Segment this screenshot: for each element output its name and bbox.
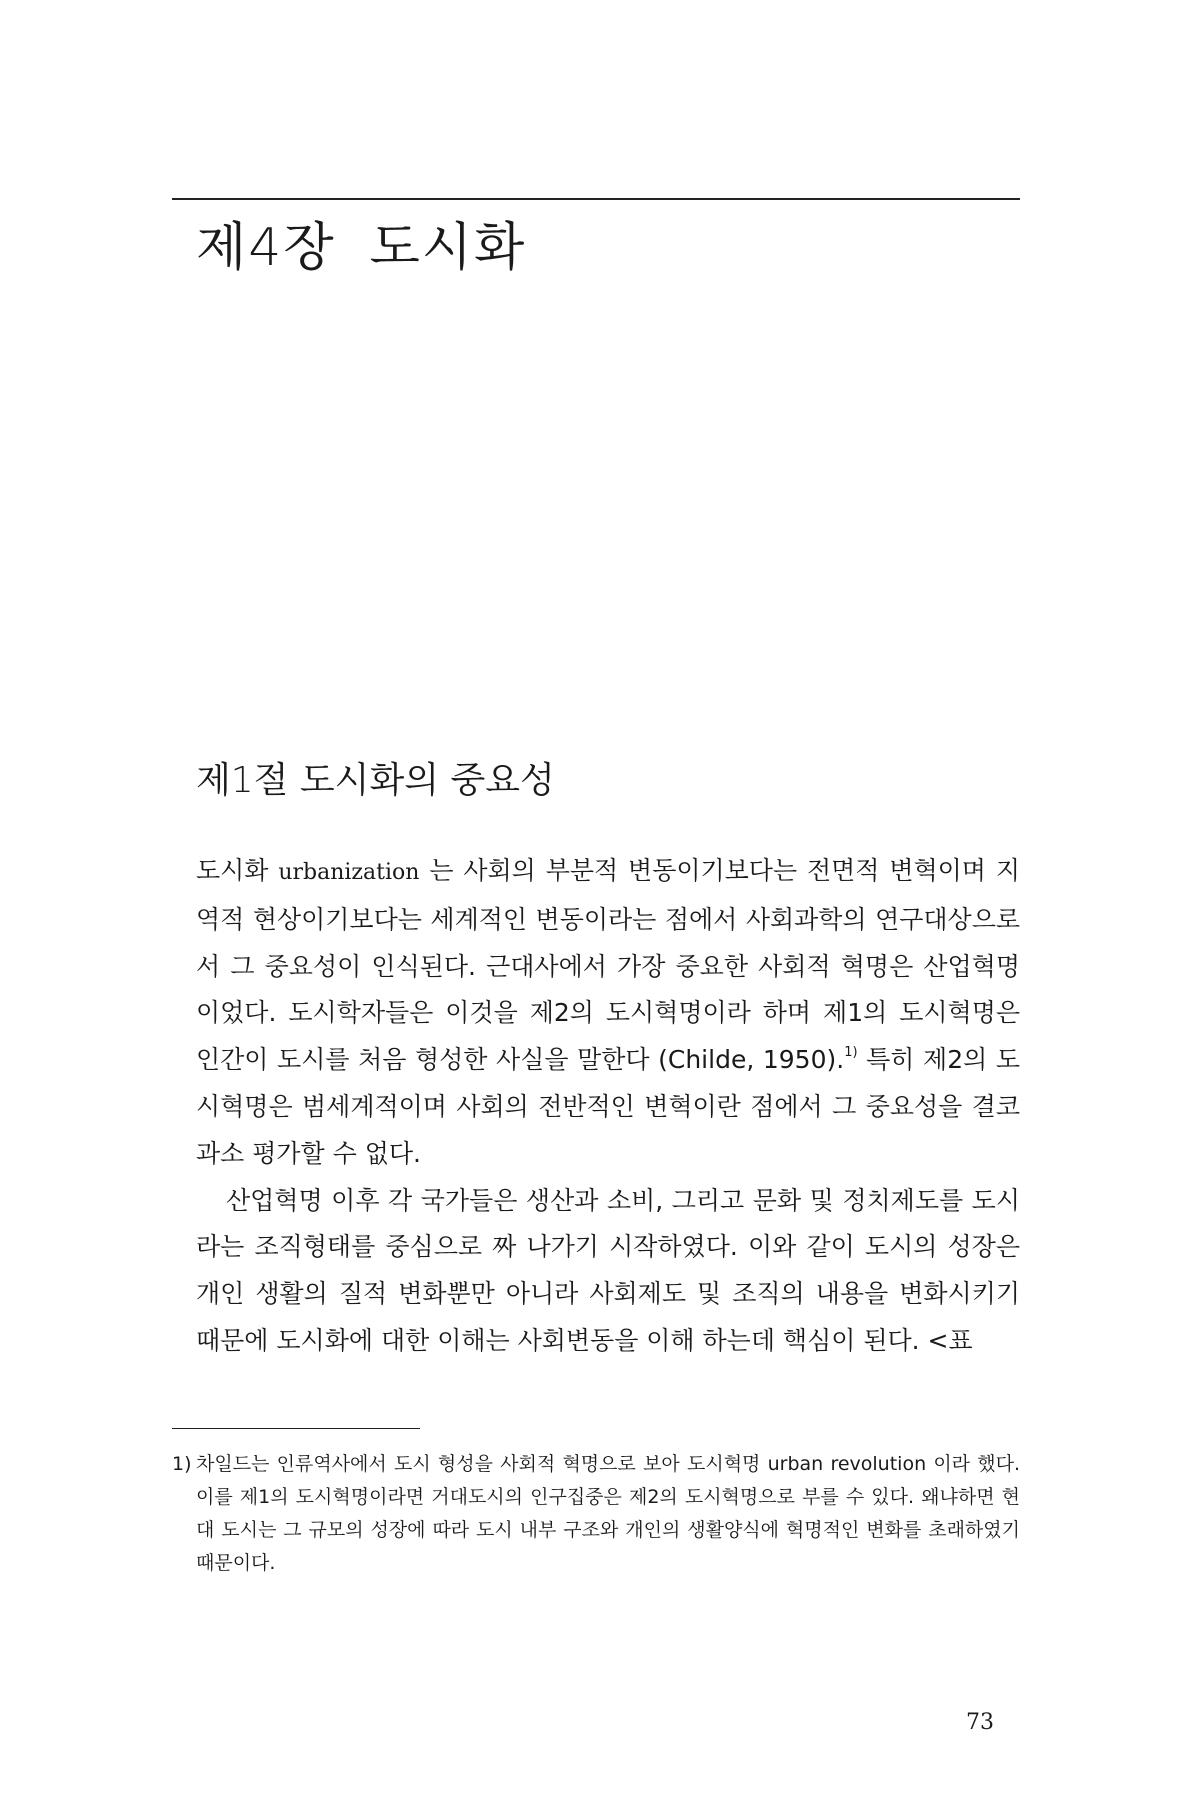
chapter-number: 제4장	[196, 218, 336, 278]
chapter-name: 도시화	[369, 218, 527, 278]
footnote	[172, 1448, 1020, 1580]
chapter-top-rule	[172, 198, 1020, 200]
paragraph-1-part-3: 특히 제2의 도시혁명은 범세계적이며 사회의 전반적인 변혁이란 점에서 그 중요성을 결코 과소 평가할 수 없다.	[196, 1045, 1020, 1168]
paragraph-1	[196, 848, 1020, 1178]
footnote-number: 1)	[172, 1453, 192, 1475]
footnote-rule	[172, 1428, 420, 1429]
term-urbanization: urbanization	[278, 860, 420, 885]
body-text	[196, 848, 1020, 1365]
footnote-reference[interactable]: 1)	[844, 1045, 858, 1061]
paragraph-1-part-1: 도시화	[196, 856, 279, 885]
chapter-title	[196, 205, 526, 280]
footnote-text: 차일드는 인류역사에서 도시 형성을 사회적 혁명으로 보아 도시혁명 urban revolution 이라 했다. 이를 제1의 도시혁명이라면 거대도시의 인구집중은 제2의 도시혁명으로 부를 수 있다. 왜냐하면 현대 도시는 그 규모의 성장에 따라 도시 내부 구조와 개인의 생활양식에 혁명적인 변화를 초래하였기 때문이다.	[196, 1453, 1020, 1574]
paragraph-2: 산업혁명 이후 각 국가들은 생산과 소비, 그리고 문화 및 정치제도를 도시라는 조직형태를 중심으로 짜 나가기 시작하였다. 이와 같이 도시의 성장은 개인 생활의 질적 변화뿐만 아니라 사회제도 및 조직의 내용을 변화시키기 때문에 도시화에 대한 이해는 사회변동을 이해 하는데 핵심이 된다. <표	[196, 1185, 1020, 1355]
page-number: 73	[966, 1710, 994, 1735]
paragraph-1-part-2: 는 사회의 부분적 변동이기보다는 전면적 변혁이며 지역적 현상이기보다는 세계적인 변동이라는 점에서 사회과학의 연구대상으로서 그 중요성이 인식된다. 근대사에서 가장 중요한 사회적 혁명은 산업혁명이었다. 도시학자들은 이것을 제2의 도시혁명이라 하며 제1의 도시혁명은 인간이 도시를 처음 형성한 사실을 말한다 (Childe, 1950).	[196, 856, 1020, 1075]
section-title: 제1절 도시화의 중요성	[196, 760, 555, 801]
